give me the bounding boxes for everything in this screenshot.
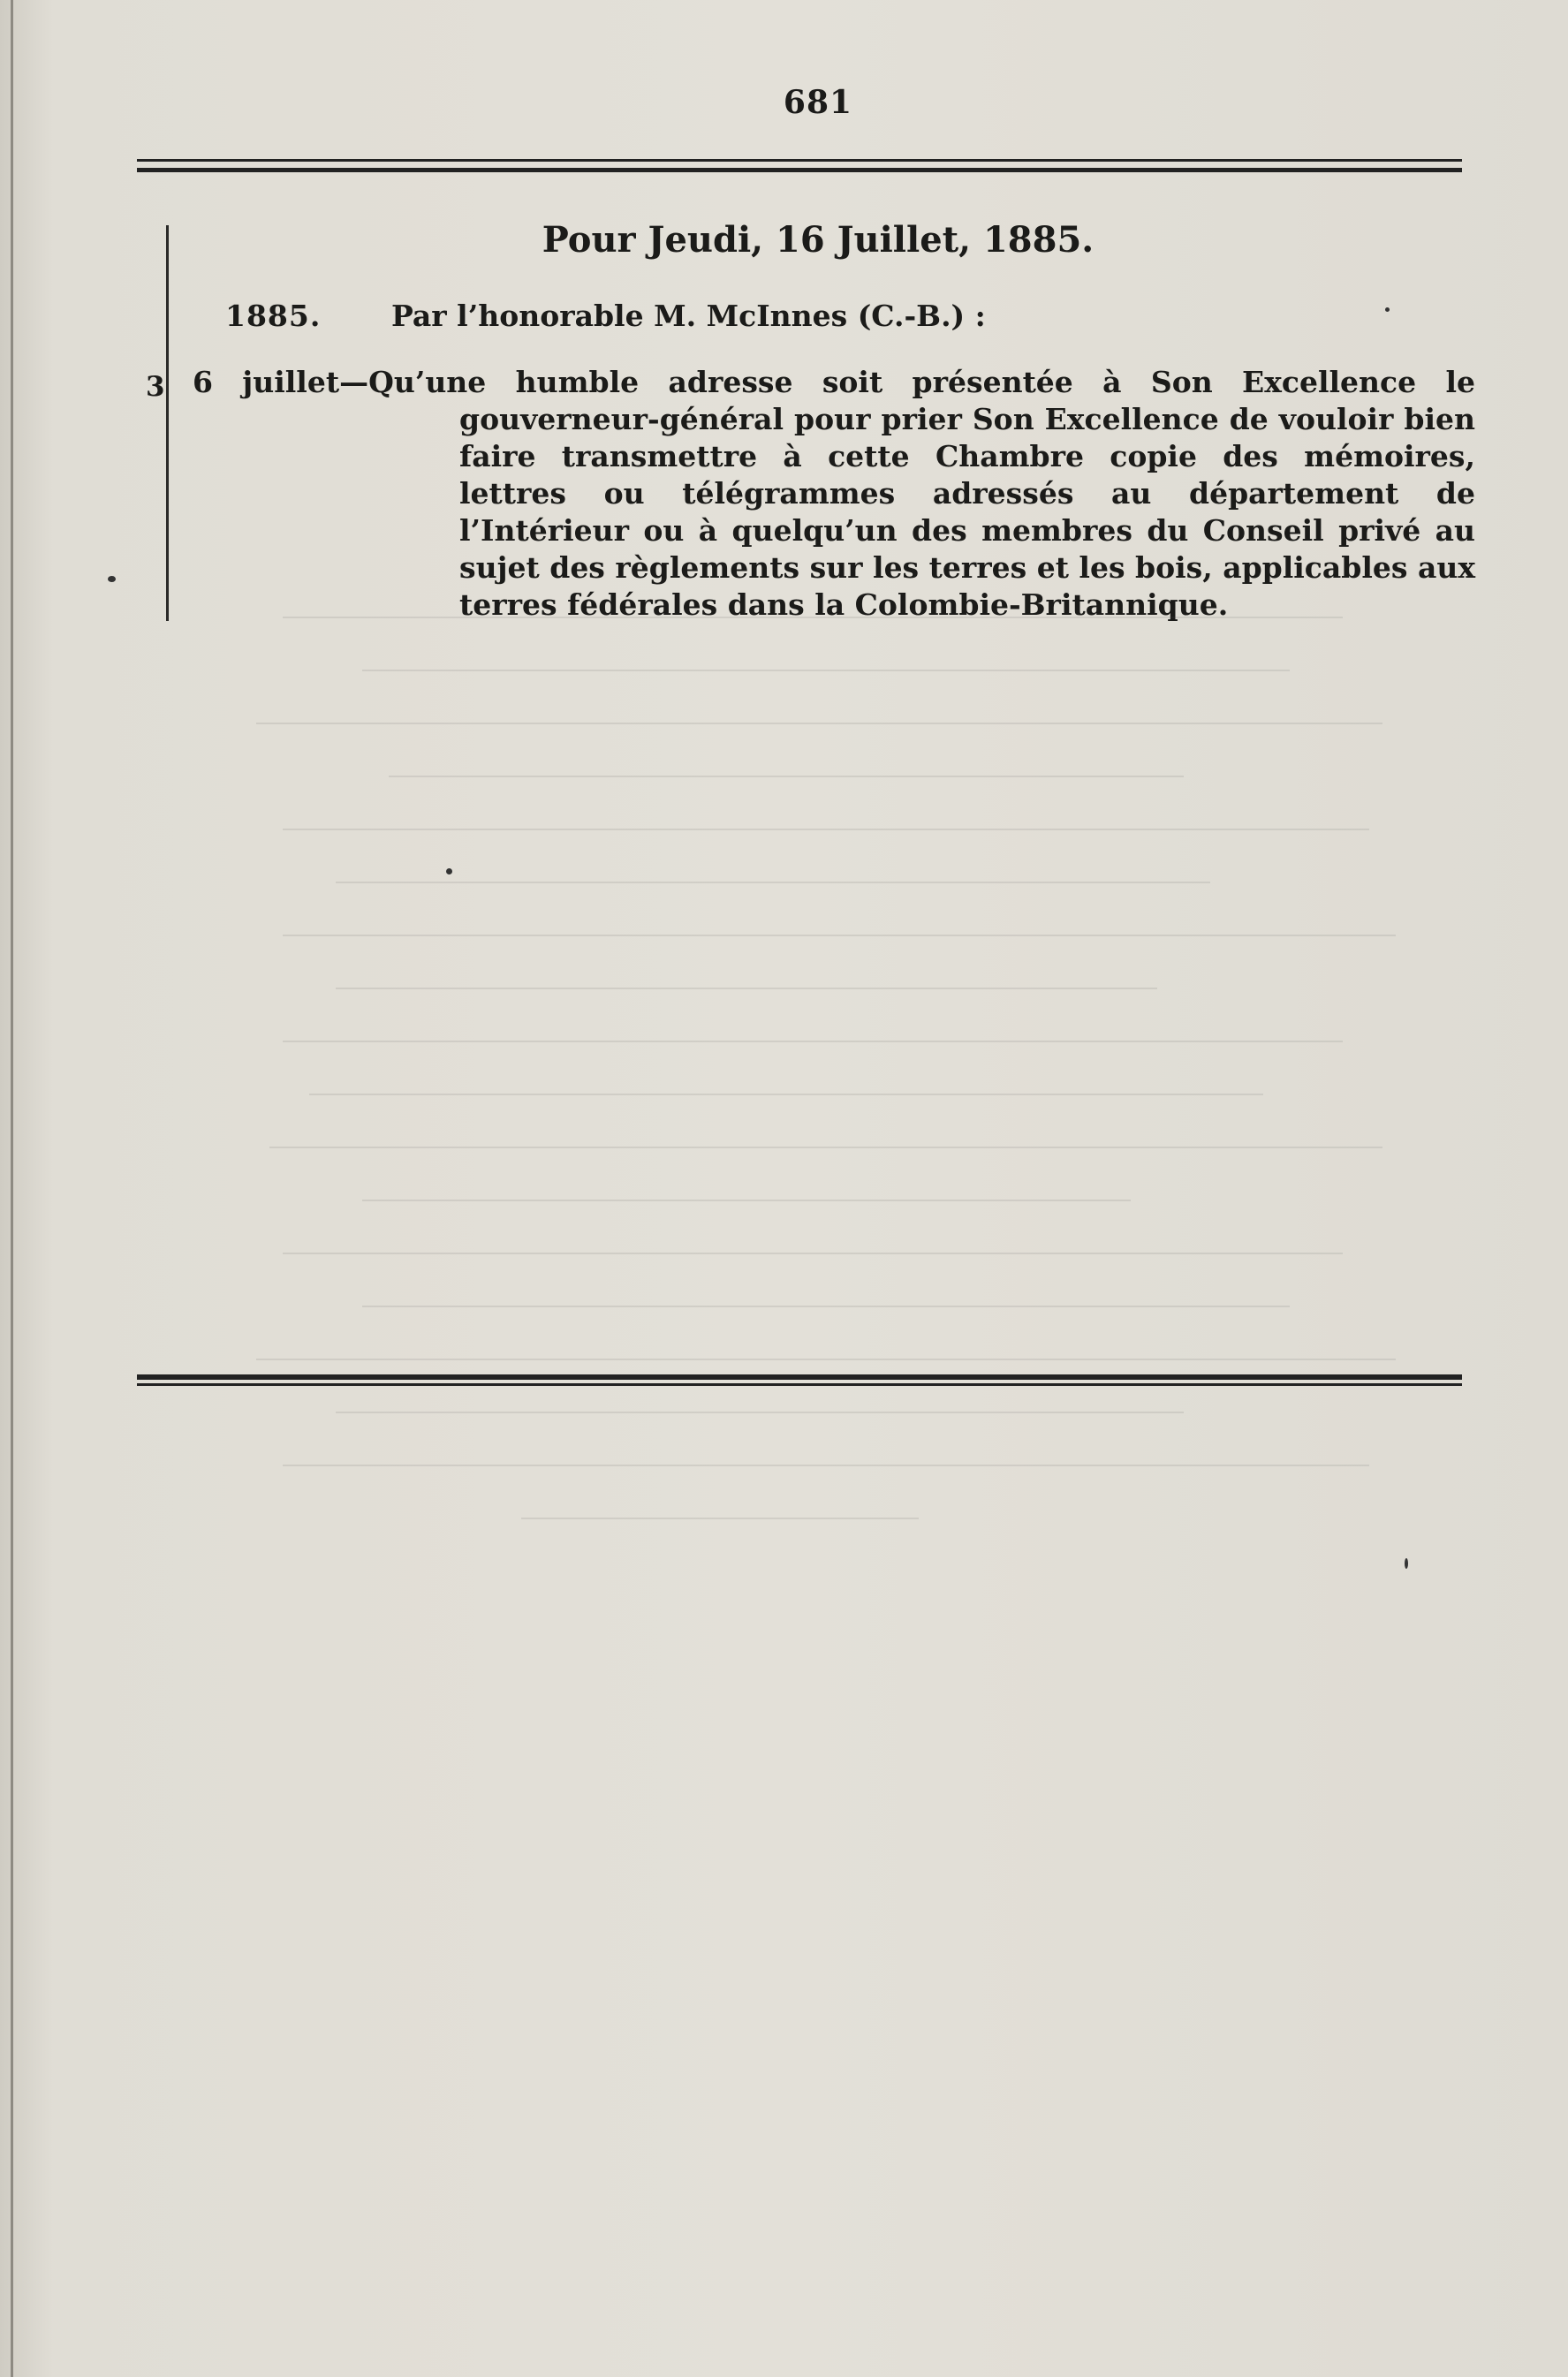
binding-edge bbox=[11, 0, 13, 2377]
ink-speck bbox=[1385, 307, 1390, 312]
item-number: 3 bbox=[146, 371, 165, 403]
motion-text: 6 juillet—Qu’une humble adresse soit présentée à Son Excellence le gouverneur-général pour prier Son Excellence de vouloir bien faire transmettre à cette Chambre copie des mémoires, lettres ou télégrammes adressés au département de l’Intérieur ou à quelqu’un des membres du Conseil privé au sujet des règlements sur les terres et les bois, applicables aux terres fédérales dans la Colombie-Britannique. bbox=[193, 365, 1476, 622]
page-number: 681 bbox=[783, 84, 853, 121]
margin-rule bbox=[166, 225, 169, 621]
footer-rule-thin bbox=[137, 1383, 1462, 1386]
bleed-through-texture bbox=[124, 565, 1449, 1590]
footer-rule-thick bbox=[137, 1374, 1462, 1380]
ink-speck bbox=[1405, 1558, 1408, 1569]
sponsor-line: Par l’honorable M. McInnes (C.-B.) : bbox=[391, 299, 986, 333]
section-heading: Pour Jeudi, 16 Juillet, 1885. bbox=[542, 219, 1095, 261]
header-rule-thick bbox=[137, 168, 1462, 172]
year-label: 1885. bbox=[225, 299, 322, 333]
ink-speck bbox=[108, 576, 116, 582]
ink-speck bbox=[446, 868, 452, 874]
header-rule-thin bbox=[137, 159, 1462, 162]
